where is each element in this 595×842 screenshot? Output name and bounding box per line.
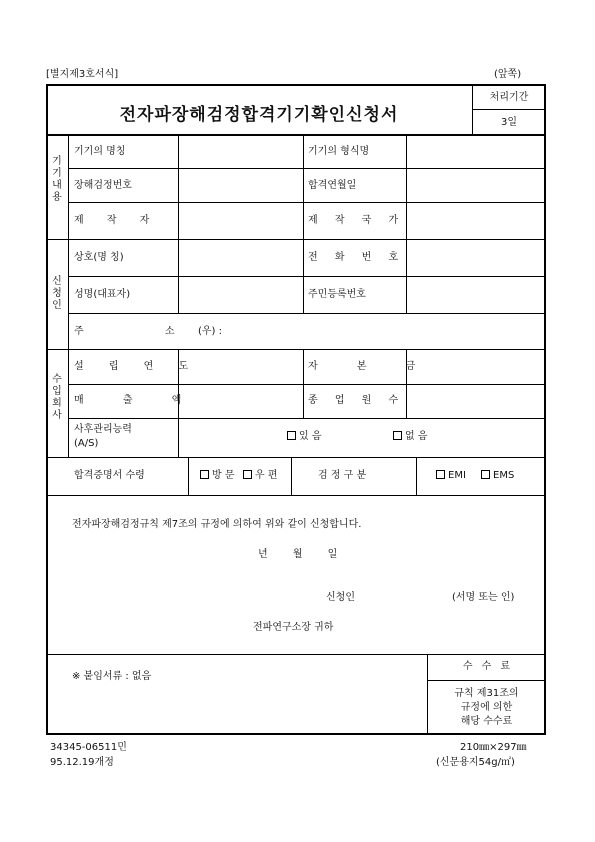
column-line bbox=[303, 134, 304, 313]
pass-date-label: 합격연월일 bbox=[308, 180, 357, 191]
manufacturer-label: 제 작 자 bbox=[74, 215, 150, 226]
class-emi-text: EMI bbox=[448, 470, 466, 481]
fee-text-line3: 해당 수수료 bbox=[460, 716, 513, 727]
signature-label: (서명 또는 인) bbox=[452, 592, 515, 603]
paper-type: (신문용지54g/㎡) bbox=[436, 757, 515, 768]
registration-number-label: 주민등록번호 bbox=[308, 289, 366, 300]
fee-label: 수 수 료 bbox=[462, 661, 511, 672]
fee-text-line2: 규정에 의한 bbox=[460, 702, 513, 713]
founding-year-label: 설 립 연 도 bbox=[74, 361, 189, 372]
application-date: 년 월 일 bbox=[258, 549, 338, 560]
column-line bbox=[406, 134, 407, 313]
row-line bbox=[68, 168, 546, 169]
checkbox-icon[interactable] bbox=[287, 431, 296, 440]
device-model-label: 기기의 형식명 bbox=[308, 146, 370, 157]
row-line bbox=[68, 202, 546, 203]
column-line bbox=[406, 349, 407, 418]
paper-size: 210㎜×297㎜ bbox=[460, 742, 527, 753]
after-service-sublabel: (A/S) bbox=[74, 438, 99, 449]
checkbox-icon[interactable] bbox=[393, 431, 402, 440]
address-label: 주 소 bbox=[74, 326, 175, 337]
postal-code-label: (우) : bbox=[198, 326, 223, 337]
manufacture-country-label: 제 작 국 가 bbox=[308, 215, 399, 226]
importer-section-label: 수입회사 bbox=[52, 374, 62, 421]
receipt-visit-text: 방 문 bbox=[212, 470, 235, 481]
receipt-mail-option[interactable] bbox=[243, 470, 278, 482]
form-number: [별지제3호서식] bbox=[46, 69, 119, 80]
page-side-label: (앞쪽) bbox=[494, 69, 522, 80]
section-label-divider bbox=[68, 134, 69, 457]
column-line bbox=[416, 457, 417, 495]
processing-line bbox=[472, 109, 546, 110]
section-line bbox=[46, 239, 546, 240]
representative-label: 성명(대표자) bbox=[74, 289, 131, 300]
capital-label: 자 본 금 bbox=[308, 361, 416, 372]
after-service-yes-option[interactable] bbox=[287, 431, 322, 443]
employees-label: 종 업 원 수 bbox=[308, 395, 399, 406]
checkbox-icon[interactable] bbox=[481, 470, 490, 479]
section-line bbox=[46, 495, 546, 496]
column-line bbox=[188, 457, 189, 495]
attachments-note: ※ 붙임서류 : 없음 bbox=[72, 671, 152, 682]
column-line bbox=[303, 349, 304, 418]
processing-period-value: 3일 bbox=[500, 117, 518, 128]
checkbox-icon[interactable] bbox=[200, 470, 209, 479]
recipient-label: 전파연구소장 귀하 bbox=[253, 622, 334, 633]
revision-date: 95.12.19개정 bbox=[50, 757, 114, 768]
column-line bbox=[291, 457, 292, 495]
fee-line bbox=[427, 680, 546, 681]
certificate-receipt-label: 합격증명서 수령 bbox=[74, 470, 145, 481]
certification-number-label: 장해검정번호 bbox=[74, 180, 132, 191]
receipt-mail-text: 우 편 bbox=[255, 470, 278, 481]
checkbox-icon[interactable] bbox=[436, 470, 445, 479]
section-line bbox=[46, 349, 546, 350]
declaration-statement: 전자파장해검정규칙 제7조의 규정에 의하여 위와 같이 신청합니다. bbox=[72, 519, 362, 530]
processing-period-label: 처리기간 bbox=[489, 92, 529, 103]
after-service-no-option[interactable] bbox=[393, 431, 428, 443]
row-line bbox=[68, 313, 546, 314]
after-service-yes-text: 있 음 bbox=[299, 431, 322, 442]
company-name-label: 상호(명 칭) bbox=[74, 252, 124, 263]
class-ems-text: EMS bbox=[493, 470, 515, 481]
row-line bbox=[68, 384, 546, 385]
device-name-label: 기기의 명칭 bbox=[74, 146, 126, 157]
form-title: 전자파장해검정합격기기확인신청서 bbox=[119, 105, 399, 125]
receipt-visit-option[interactable] bbox=[200, 470, 235, 482]
applicant-label: 신청인 bbox=[326, 592, 355, 603]
section-line bbox=[46, 654, 546, 655]
row-line bbox=[68, 276, 546, 277]
sales-label: 매 출 액 bbox=[74, 395, 182, 406]
class-emi-option[interactable] bbox=[436, 470, 466, 482]
fee-text-line1: 규칙 제31조의 bbox=[454, 688, 519, 699]
class-ems-option[interactable] bbox=[481, 470, 514, 482]
form-code: 34345-06511민 bbox=[50, 742, 127, 753]
column-line bbox=[178, 134, 179, 313]
after-service-no-text: 없 음 bbox=[405, 431, 428, 442]
phone-label: 전 화 번 호 bbox=[308, 252, 399, 263]
device-section-label: 기기내용 bbox=[52, 156, 62, 203]
applicant-section-label: 신청인 bbox=[52, 276, 62, 311]
row-line bbox=[68, 418, 546, 419]
section-line bbox=[46, 457, 546, 458]
checkbox-icon[interactable] bbox=[243, 470, 252, 479]
after-service-label: 사후관리능력 bbox=[74, 424, 132, 435]
title-bottom-line bbox=[46, 134, 546, 136]
inspection-class-label: 검 정 구 분 bbox=[318, 470, 367, 481]
